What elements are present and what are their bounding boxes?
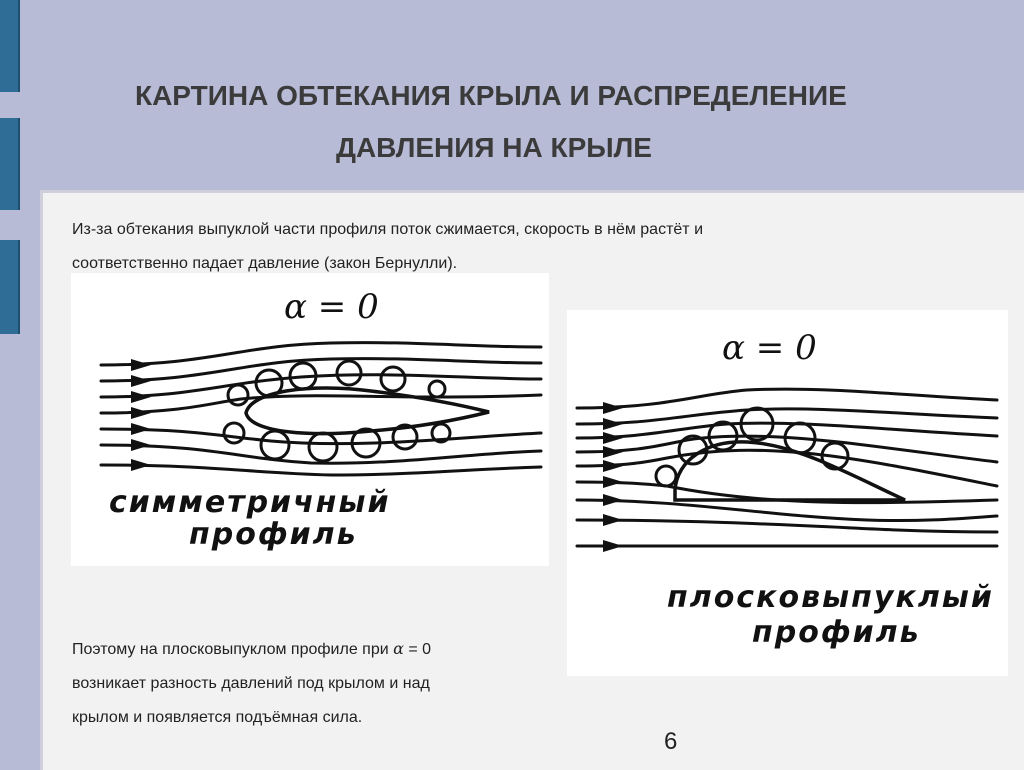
- symmetric-caption-line-2: профиль: [189, 517, 358, 552]
- flow-arrow: [131, 359, 151, 371]
- flow-arrow: [603, 460, 623, 472]
- angle-of-attack-label: α = 0: [284, 287, 379, 327]
- intro-line-2: соответственно падает давление (закон Бернулли).: [72, 255, 458, 272]
- flow-arrow: [603, 432, 623, 444]
- streamline: [101, 429, 541, 444]
- angle-of-attack-label: α = 0: [722, 328, 817, 368]
- intro-line-1: Из-за обтекания выпуклой части профиля поток сжимается, скорость в нём растёт и: [72, 221, 704, 238]
- flow-arrow: [603, 476, 623, 488]
- plano-convex-caption-line-2: профиль: [752, 615, 921, 650]
- streamline: [577, 520, 997, 532]
- flow-arrow: [131, 439, 151, 451]
- flow-arrow: [603, 402, 623, 414]
- plano-convex-profile-figure: [567, 310, 1008, 676]
- flow-arrow: [131, 391, 151, 403]
- conclusion-line-3: крылом и появляется подъёмная сила.: [72, 709, 363, 726]
- streamline: [577, 450, 997, 486]
- flow-arrow: [131, 407, 151, 419]
- side-accent-bar: [0, 0, 20, 92]
- flow-arrow: [603, 540, 623, 552]
- symmetric-caption-line-1: симметричный: [109, 485, 391, 520]
- conclusion-line-1-suffix: = 0: [403, 641, 432, 658]
- flow-arrow: [603, 418, 623, 430]
- title-line-2: ДАВЛЕНИЯ НА КРЫЛЕ: [336, 132, 652, 163]
- side-accent-bar: [0, 240, 20, 334]
- title-line-1: КАРТИНА ОБТЕКАНИЯ КРЫЛА И РАСПРЕДЕЛЕНИЕ: [135, 80, 847, 111]
- conclusion-line-1-prefix: Поэтому на плосковыпуклом профиле при: [72, 641, 394, 658]
- flow-arrow: [131, 423, 151, 435]
- intro-paragraph: [72, 213, 892, 281]
- flow-arrow: [603, 514, 623, 526]
- streamline: [577, 389, 997, 408]
- alpha-symbol: α: [393, 639, 404, 658]
- flow-arrow: [603, 494, 623, 506]
- streamline: [577, 409, 997, 424]
- symmetric-profile-figure: [71, 273, 549, 566]
- conclusion-line-1: [72, 632, 552, 667]
- page-number: 6: [664, 728, 678, 755]
- plano-convex-caption-line-1: плосковыпуклый: [667, 580, 994, 615]
- flow-arrow: [603, 446, 623, 458]
- conclusion-paragraph: [72, 632, 552, 735]
- side-accent-bar: [0, 118, 20, 210]
- conclusion-line-2: возникает разность давлений под крылом и над: [72, 675, 430, 692]
- streamline: [101, 465, 541, 475]
- flow-arrow: [131, 459, 151, 471]
- flow-arrow: [131, 375, 151, 387]
